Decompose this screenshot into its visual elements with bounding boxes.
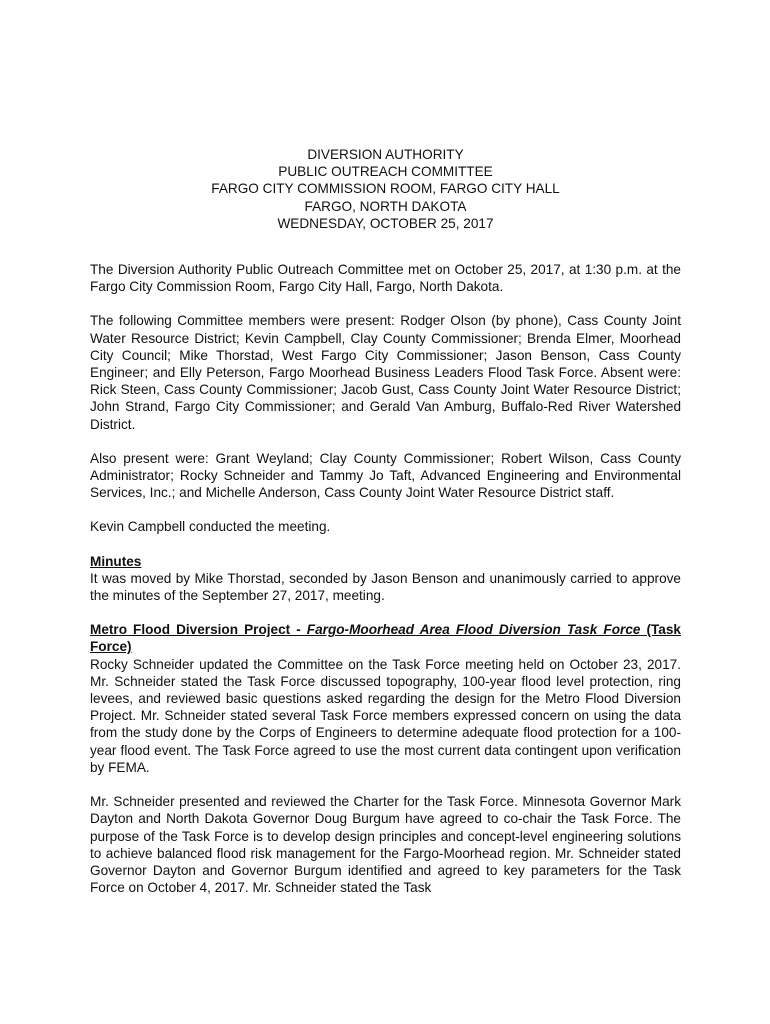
metro-heading-tail: (Task Force) [90, 622, 681, 655]
metro-heading [90, 621, 681, 655]
conducted-paragraph: Kevin Campbell conducted the meeting. [90, 519, 331, 535]
header-organization: DIVERSION AUTHORITY [307, 147, 464, 162]
header-city-state: FARGO, NORTH DAKOTA [304, 198, 467, 214]
document-header [90, 146, 681, 232]
header-date: WEDNESDAY, OCTOBER 25, 2017 [277, 215, 494, 231]
also-present-paragraph: Also present were: Grant Weyland; Clay County Commissioner; Robert Wilson, Cass County Administrator; Rocky Schneider and Tammy Jo Taft, Advanced Engineering and Environmental Services, Inc.; and Michelle Anderson, Cass County Joint Water Resource District staff. [90, 450, 681, 501]
members-paragraph: The following Committee members were present: Rodger Olson (by phone), Cass County Joint Water Resource District; Kevin Campbell, Clay County Commissioner; Brenda Elmer, Moorhead City Council; Mike Thorstad, West Fargo City Commissioner; Jason Benson, Cass County Engineer; and Elly Peterson, Fargo Moorhead Business Leaders Flood Task Force. Absent were: Rick Steen, Cass County Commissioner; Jacob Gust, Cass County Joint Water Resource District; John Strand, Fargo City Commissioner; and Gerald Van Amburg, Buffalo-Red River Watershed District. [90, 313, 681, 432]
intro-paragraph: The Diversion Authority Public Outreach Committee met on October 25, 2017, at 1:30 p.m. at the Fargo City Commission Room, Fargo City Hall, Fargo, North Dakota. [90, 262, 681, 295]
minutes-section [90, 553, 681, 605]
metro-section [90, 621, 681, 776]
document-page [90, 146, 681, 913]
minutes-body: It was moved by Mike Thorstad, seconded by Jason Benson and unanimously carried to approve the minutes of the September 27, 2017, meeting. [90, 570, 681, 604]
metro-body-1: Rocky Schneider updated the Committee on the Task Force meeting held on October 23, 2017. Mr. Schneider stated the Task Force discussed topography, 100-year flood level protection, ring levees, and reviewed basic questions asked regarding the design for the Metro Flood Diversion Project. Mr. Schneider stated several Task Force members expressed concern on using the data from the study done by the Corps of Engineers to determine adequate flood protection for a 100-year flood event. The Task Force agreed to use the most current data contingent upon verification by FEMA. [90, 656, 681, 775]
metro-heading-italic: Fargo-Moorhead Area Flood Diversion Task Force [306, 622, 641, 638]
header-location: FARGO CITY COMMISSION ROOM, FARGO CITY HALL [211, 181, 560, 197]
metro-body-2: Mr. Schneider presented and reviewed the Charter for the Task Force. Minnesota Governor Mark Dayton and North Dakota Governor Doug Burgum have agreed to co-chair the Task Force. The purpose of the Task Force is to develop design principles and concept-level engineering solutions to achieve balanced flood risk management for the Fargo-Moorhead region. Mr. Schneider stated Governor Dayton and Governor Burgum identified and agreed to key parameters for the Task Force on October 4, 2017. Mr. Schneider stated the Task [90, 794, 681, 896]
minutes-heading: Minutes [90, 553, 142, 569]
metro-heading-plain: Metro Flood Diversion Project - [90, 622, 307, 638]
header-committee: PUBLIC OUTREACH COMMITTEE [278, 164, 493, 180]
